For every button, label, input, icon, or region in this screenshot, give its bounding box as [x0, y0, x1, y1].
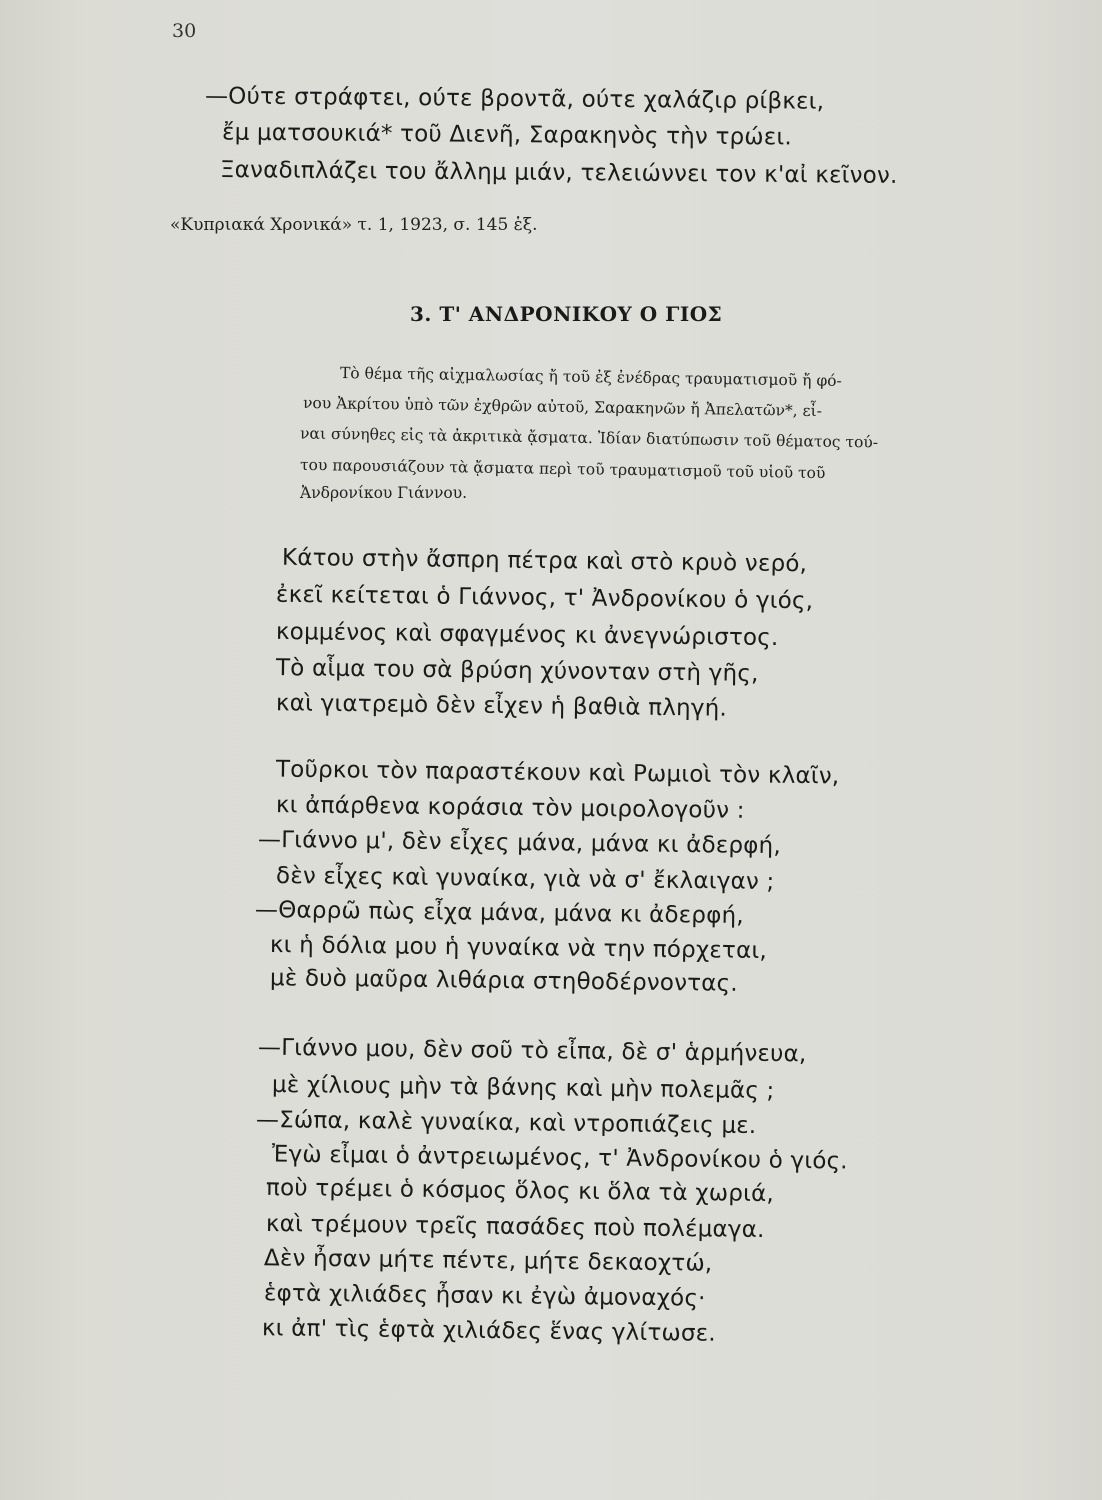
page-number: 30: [172, 20, 197, 42]
verse-line: καὶ γιατρεμὸ δὲν εἶχεν ἡ βαθιὰ πληγή.: [275, 690, 728, 722]
verse-line: κομμένος καὶ σφαγμένος κι ἀνεγνώριστος.: [275, 618, 779, 652]
verse-line: Δὲν ἦσαν μήτε πέντε, μήτε δεκαοχτώ,: [263, 1245, 713, 1277]
verse-line: —Γιάννο μου, δὲν σοῦ τὸ εἶπα, δὲ σ' ἁρμήνευα,: [257, 1034, 807, 1068]
verse-line: ἑφτὰ χιλιάδες ἦσαν κι ἐγὼ ἀμοναχός·: [263, 1280, 706, 1312]
verse-line: Κάτου στὴν ἄσπρη πέτρα καὶ στὸ κρυὸ νερό,: [281, 544, 808, 578]
verse-line: —Σώπα, καλὲ γυναίκα, καὶ ντροπιάζεις με.: [255, 1106, 757, 1140]
source-citation: «Κυπριακά Χρονικά» τ. 1, 1923, σ. 145 ἑξ.: [170, 215, 538, 235]
verse-line: μὲ χίλιους μὴν τὰ βάνης καὶ μὴν πολεμᾶς ;: [271, 1071, 775, 1105]
verse-line: κι ἀπάρθενα κοράσια τὸν μοιρολογοῦν :: [275, 792, 745, 824]
verse-line: Ξαναδιπλάζει του ἄλλημ μιάν, τελειώννει τον κ'αἰ κεῖνον.: [219, 157, 898, 189]
verse-line: Τὸ αἷμα του σὰ βρύση χύνονταν στὴ γῆς,: [275, 655, 759, 687]
verse-line: Ἐγὼ εἶμαι ὁ ἀντρειωμένος, τ' Ἀνδρονίκου ὁ γιός.: [271, 1141, 848, 1175]
verse-line: Τοῦρκοι τὸν παραστέκουν καὶ Ρωμιοὶ τὸν κλαῖν,: [275, 756, 840, 790]
intro-line: νου Ἀκρίτου ὑπὸ τῶν ἐχθρῶν αὐτοῦ, Σαρακηνῶν ἤ Ἀπελατῶν*, εἶ-: [302, 393, 823, 421]
intro-line: του παρουσιάζουν τὰ ᾄσματα περὶ τοῦ τραυματισμοῦ τοῦ υἱοῦ τοῦ: [299, 455, 826, 483]
verse-line: κι ἡ δόλια μου ἡ γυναίκα νὰ την πόρχεται,: [269, 931, 768, 965]
intro-line: Ἀνδρονίκου Γιάννου.: [300, 484, 468, 502]
section-heading: 3. Τ' ΑΝΔΡΟΝΙΚΟΥ Ο ΓΙΟΣ: [410, 302, 723, 326]
verse-line: —Γιάννο μ', δὲν εἶχες μάνα, μάνα κι ἀδερφή,: [257, 826, 782, 860]
verse-line: —Ούτε στράφτει, ούτε βροντᾶ, ούτε χαλάζιρ ρίβκει,: [204, 83, 825, 115]
verse-line: δὲν εἶχες καὶ γυναίκα, γιὰ νὰ σ' ἔκλαιγαν ;: [275, 862, 775, 896]
verse-line: καὶ τρέμουν τρεῖς πασάδες ποὺ πολέμαγα.: [265, 1210, 765, 1244]
verse-line: μὲ δυὸ μαῦρα λιθάρια στηθοδέρνοντας.: [269, 965, 738, 997]
verse-line: ποὺ τρέμει ὁ κόσμος ὅλος κι ὅλα τὰ χωριά,: [265, 1174, 775, 1208]
verse-line: —Θαρρῶ πὼς εἶχα μάνα, μάνα κι ἀδερφή,: [254, 897, 744, 929]
verse-line: κι ἀπ' τὶς ἑφτὰ χιλιάδες ἕνας γλίτωσε.: [261, 1315, 717, 1347]
verse-line: ἐκεῖ κείτεται ὁ Γιάννος, τ' Ἀνδρονίκου ὁ γιός,: [275, 581, 814, 615]
verse-line: ἔμ ματσουκιά* τοῦ Διενῆ, Σαρακηνὸς τὴν τρώει.: [221, 119, 793, 151]
intro-line: ναι σύνηθες εἰς τὰ ἀκριτικὰ ᾄσματα. Ἰδίαν διατύπωσιν τοῦ θέματος τού-: [299, 424, 879, 452]
intro-line: Τὸ θέμα τῆς αἰχμαλωσίας ἤ τοῦ ἐξ ἐνέδρας τραυματισμοῦ ἤ φό-: [339, 364, 842, 390]
